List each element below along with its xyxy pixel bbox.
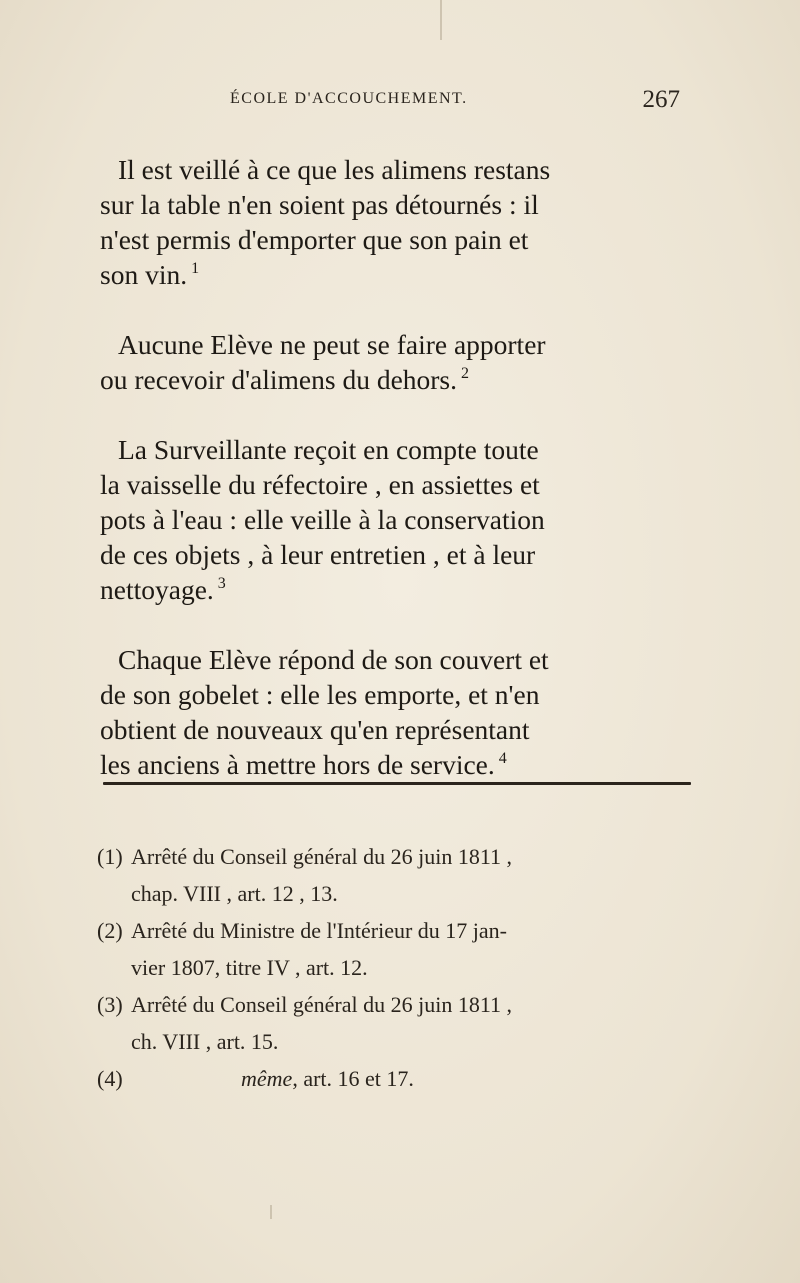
footnote-mark: (4) (97, 1066, 123, 1091)
paragraph-line: de ces objets , à leur entretien , et à leur (100, 539, 536, 570)
footnote-text: chap. VIII , art. 12 , 13. (131, 881, 338, 906)
paragraph-line: ou recevoir d'alimens du dehors. (100, 364, 458, 395)
running-title: ÉCOLE D'ACCOUCHEMENT. (230, 90, 468, 107)
footnote-4 (97, 1060, 660, 1097)
footnote-text (117, 1060, 660, 1097)
footnote-text: Arrêté du Conseil général du 26 juin 1811 , (131, 992, 513, 1017)
footnote-3 (97, 986, 660, 1060)
footnote-ref: 4 (498, 750, 507, 767)
footnote-separator-rule (103, 782, 691, 785)
paper-mark (440, 0, 442, 40)
paragraph-line: nettoyage. (100, 574, 214, 605)
paper-mark (270, 1205, 272, 1219)
paragraph-3 (100, 432, 694, 607)
footnote-2 (97, 912, 660, 986)
footnote-mark: (1) (97, 844, 123, 869)
paragraph-2 (100, 327, 694, 397)
footnote-mark: (3) (97, 992, 123, 1017)
paragraph-line: Il est veillé à ce que les alimens restans (118, 154, 551, 185)
paragraph-1 (100, 152, 694, 292)
footnote-1 (97, 838, 660, 912)
paragraph-line: Chaque Elève répond de son couvert et (118, 644, 549, 675)
footnote-ibid: même (241, 1066, 293, 1091)
paragraph-line: obtient de nouveaux qu'en représentant (100, 714, 530, 745)
footnote-mark: (2) (97, 918, 123, 943)
paragraph-line: La Surveillante reçoit en compte toute (118, 434, 539, 465)
footnotes (97, 838, 660, 1097)
page-number: 267 (642, 86, 680, 113)
paragraph-line: son vin. (100, 259, 188, 290)
paragraph-line: Aucune Elève ne peut se faire apporter (118, 329, 546, 360)
running-head (100, 86, 680, 116)
body-text (100, 152, 694, 817)
paragraph-line: n'est permis d'emporter que son pain et (100, 224, 529, 255)
paragraph-line: pots à l'eau : elle veille à la conservation (100, 504, 545, 535)
footnote-text: ch. VIII , art. 15. (131, 1029, 279, 1054)
footnote-ref: 2 (461, 365, 470, 382)
footnote-ref: 3 (217, 575, 226, 592)
paragraph-line: sur la table n'en soient pas détournés : il (100, 189, 539, 220)
footnote-text: Arrêté du Ministre de l'Intérieur du 17 jan- (131, 918, 508, 943)
paragraph-line: les anciens à mettre hors de service. (100, 749, 495, 780)
footnote-text: Arrêté du Conseil général du 26 juin 1811 , (131, 844, 513, 869)
paragraph-line: la vaisselle du réfectoire , en assiettes et (100, 469, 540, 500)
footnote-ref: 1 (191, 260, 200, 277)
footnote-text: vier 1807, titre IV , art. 12. (131, 955, 368, 980)
footnote-text-rest: , art. 16 et 17. (292, 1066, 414, 1091)
paragraph-4 (100, 642, 694, 782)
paragraph-line: de son gobelet : elle les emporte, et n'en (100, 679, 540, 710)
